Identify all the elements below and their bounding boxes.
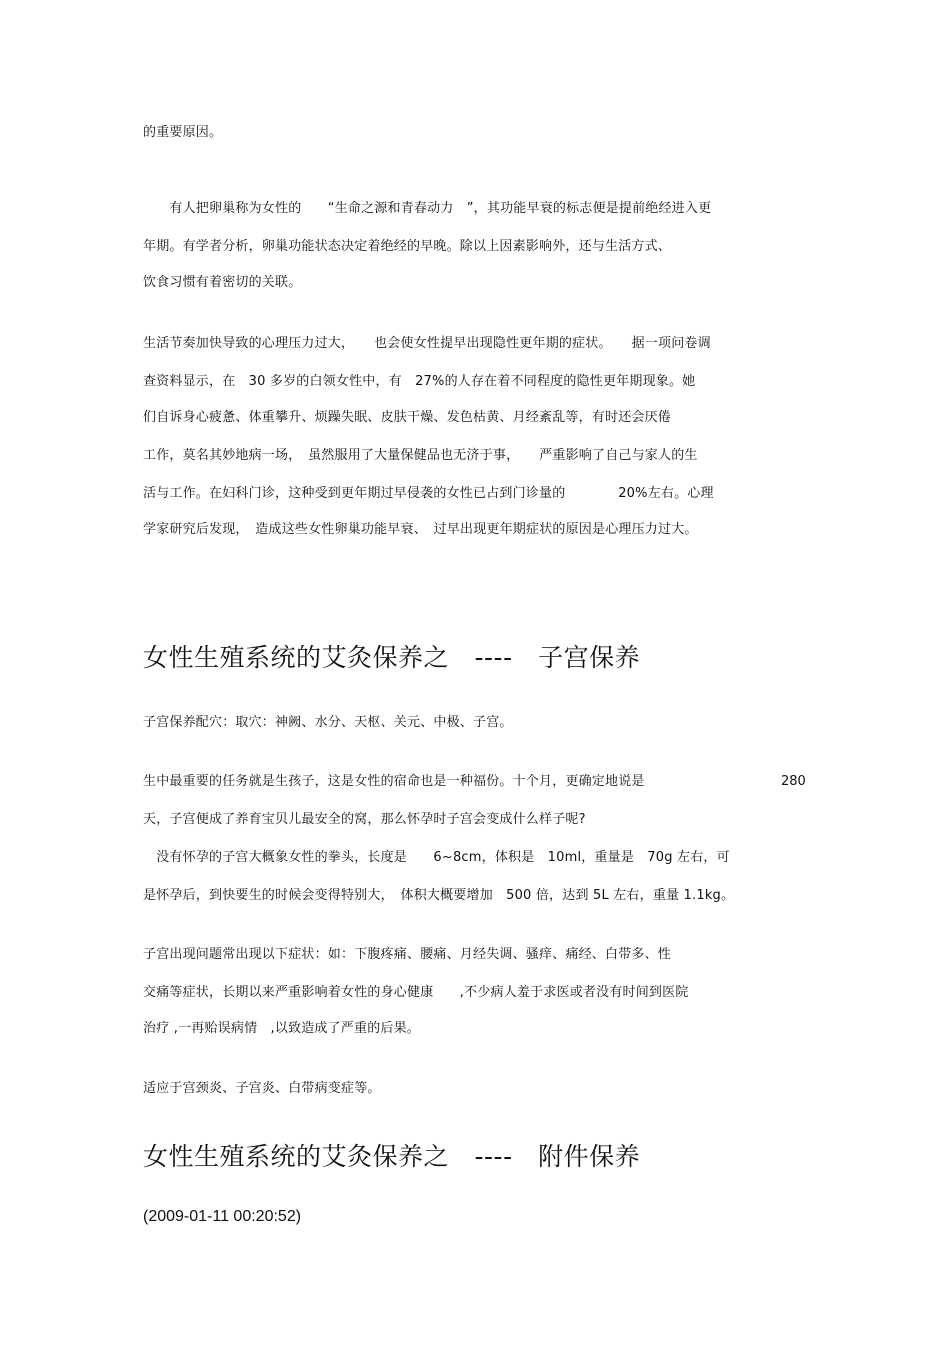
uterus-paragraph-2-line-1: 子宫出现问题常出现以下症状：如：下腹疼痛、腰痛、月经失调、骚痒、痛经、白带多、性 xyxy=(143,947,672,962)
uterus-paragraph-1-line-4: 是怀孕后，到快要生的时候会变得特别大， 体积大概要增加 500 倍，达到 5L 左右，重量 1.1kg。 xyxy=(143,888,735,903)
uterus-acupoints: 子宫保养配穴：取穴：神阙、水分、天枢、关元、中极、子宫。 xyxy=(143,715,513,730)
uterus-paragraph-1-line-1: 生中最重要的任务就是生孩子，这是女性的宿命也是一种福份。十个月，更确定地说是 xyxy=(143,774,645,789)
paragraph-stress-line-5: 活与工作。在妇科门诊，这种受到更年期过早侵袭的女性已占到门诊量的 20%左右。心理 xyxy=(143,486,714,501)
paragraph-stress-line-2: 查资料显示，在 30 多岁的白领女性中，有 27%的人存在着不同程度的隐性更年期现象。她 xyxy=(143,374,696,389)
paragraph-stress-line-6: 学家研究后发现， 造成这些女性卵巢功能早衰、 过早出现更年期症状的原因是心理压力过大。 xyxy=(143,522,698,537)
uterus-indications: 适应于宫颈炎、子宫炎、白带病变症等。 xyxy=(143,1081,381,1096)
paragraph-ovary-line-1: 有人把卵巢称为女性的 “生命之源和青春动力 ”，其功能早衰的标志便是提前绝经进入更 xyxy=(143,201,712,216)
uterus-paragraph-1-line-2: 天，子宫便成了养育宝贝儿最安全的窝，那么怀孕时子宫会变成什么样子呢? xyxy=(143,812,586,827)
paragraph-stress-line-1: 生活节奏加快导致的心理压力过大， 也会使女性提早出现隐性更年期的症状。 据一项问卷调 xyxy=(143,336,711,351)
uterus-days-number: 280 xyxy=(781,774,806,789)
heading-uterus-care: 女性生殖系统的艾灸保养之 ---- 子宫保养 xyxy=(143,643,641,672)
paragraph-intro: 的重要原因。 xyxy=(143,125,223,140)
paragraph-stress-line-3: 们自诉身心疲惫、体重攀升、烦躁失眠、皮肤干燥、发色枯黄、月经紊乱等，有时还会厌倦 xyxy=(143,410,672,425)
paragraph-ovary-line-3: 饮食习惯有着密切的关联。 xyxy=(143,275,302,290)
uterus-paragraph-2-line-3: 治疗 ,一再贻误病情 ,以致造成了严重的后果。 xyxy=(143,1021,420,1036)
post-date: (2009-01-11 00:20:52) xyxy=(143,1208,302,1225)
uterus-paragraph-2-line-2: 交痛等症状，长期以来严重影响着女性的身心健康 ,不少病人羞于求医或者没有时间到医院 xyxy=(143,985,689,1000)
heading-adnexa-care: 女性生殖系统的艾灸保养之 ---- 附件保养 xyxy=(143,1142,641,1171)
paragraph-ovary-line-2: 年期。有学者分析，卵巢功能状态决定着绝经的早晚。除以上因素影响外，还与生活方式、 xyxy=(143,239,672,254)
uterus-paragraph-1-line-3: 没有怀孕的子宫大概象女性的拳头，长度是 6~8cm，体积是 10ml，重量是 70g 左右，可 xyxy=(143,850,730,865)
paragraph-stress-line-4: 工作，莫名其妙地病一场， 虽然服用了大量保健品也无济于事， 严重影响了自己与家人的生 xyxy=(143,448,698,463)
